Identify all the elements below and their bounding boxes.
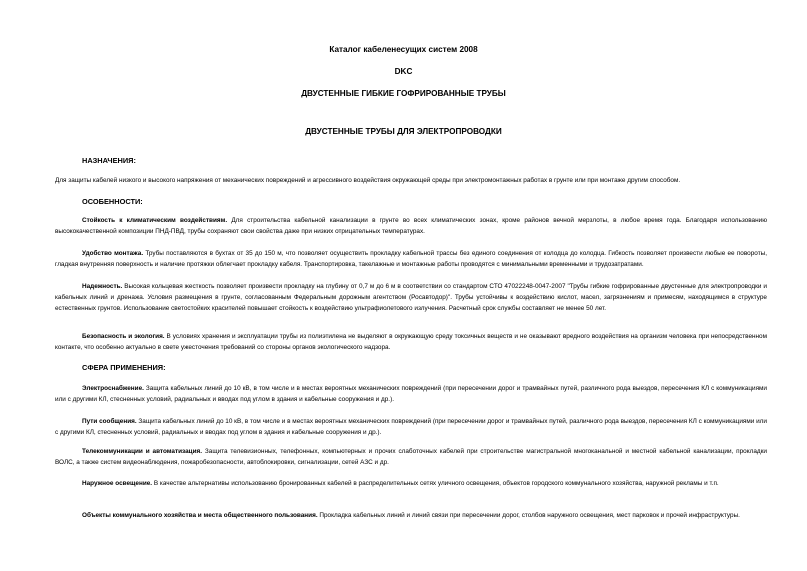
application-lead: Пути сообщения.	[82, 418, 137, 425]
application-lead: Электроснабжение.	[82, 385, 144, 392]
purpose-heading: НАЗНАЧЕНИЯ:	[82, 156, 136, 165]
application-lead: Объекты коммунального хозяйства и места общественного пользования.	[82, 512, 318, 519]
applications-heading: СФЕРА ПРИМЕНЕНИЯ:	[82, 363, 166, 372]
section-title: ДВУСТЕННЫЕ ГИБКИЕ ГОФРИРОВАННЫЕ ТРУБЫ	[301, 89, 506, 98]
feature-text: Для строительства кабельной канализации в грунте во всех климатических зонах, кроме районов вечной мерзлоты, в любое время года. Благодаря использованию высококачественной композиции ПНД-ПВД, трубы сохраняют свои свойства даже при низких отрицательных температурах.	[55, 217, 768, 235]
application-text: Защита кабельных линий до 10 кВ, в том числе и в местах вероятных механических повреждений (при пересечении дорог и трамвайных путей, различного рода выездов, пересечения КЛ с коммуникациями или с другими КЛ, стесненных условий, радиальных и вводах под углом в здания и кабельные сооружения и др.).	[55, 385, 767, 403]
feature-paragraph	[55, 331, 767, 353]
feature-lead: Безопасность и экология.	[82, 333, 165, 340]
feature-lead: Надежность.	[82, 283, 123, 290]
feature-text: Трубы поставляются в бухтах от 35 до 150 м, что позволяет осуществить прокладку кабельной трассы без единого соединения от колодца до колодца. Гибкость позволяет произвести любые ее повороты, гладкая внутренняя поверхность и наличие протяжки облегчает прокладку кабеля. Транспортировка, такелажные и монтажные работы проводятся с минимальными временными и трудозатратами.	[55, 250, 768, 268]
application-paragraph	[55, 416, 767, 438]
application-text: Защита телевизионных, телефонных, компьютерных и прочих слаботочных кабелей при строительстве магистральной многоканальной и местной кабельной канализации, прокладки ВОЛС, а также систем видеонаблюдения, пожаробезопасности, автоблокировки, сигнализации, сетей АЗС и др.	[55, 448, 767, 466]
application-lead: Наружное освещение.	[82, 480, 153, 487]
application-text: Прокладка кабельных линий и линий связи при пересечении дорог, столбов наружного освещения, мест парковок и прочей инфраструктуры.	[317, 512, 740, 519]
application-paragraph	[55, 383, 767, 405]
application-paragraph	[55, 510, 767, 521]
features-heading: ОСОБЕННОСТИ:	[82, 197, 143, 206]
application-paragraph	[55, 446, 767, 468]
feature-text: Высокая кольцевая жесткость позволяет произвести прокладку на глубину от 0,7 м до 6 м в соответствии со стандартом СТО 47022248-0047-2007 "Трубы гибкие гофрированные двустенные для электропроводки и кабельных линий и дренажа. Условия размещения в грунте, согласованным Федеральным дорожным агентством (Росавтодор)". Трубы устойчивы к воздействию кислот, масел, загрязнениям и примесям, находящимся в структуре естественных грунтов. Использование светостойких красителей повышает стойкость к воздействию ультрафиолетового излучения. Расчетный срок службы составляет не менее 50 лет.	[55, 283, 767, 312]
application-text: Защита кабельных линий до 10 кВ, в том числе и в местах вероятных механических повреждений (при пересечении дорог и трамвайных путей, различного рода выездов, пересечения КЛ с коммуникациями или с другими КЛ, стесненных условий, радиальных и вводах под углом в здания и кабельные сооружения и др.).	[55, 418, 767, 436]
application-lead: Телекоммуникации и автоматизация.	[82, 448, 203, 455]
feature-lead: Удобство монтажа.	[82, 250, 144, 257]
application-paragraph	[55, 478, 767, 489]
feature-text: В условиях хранения и эксплуатации трубы из полиэтилена не выделяют в окружающую среду токсичных веществ и не оказывают вредного воздействия на организм человека при непосредственном контакте, что особенно актуально в свете ужесточения требований со стороны органов экологического надзора.	[55, 333, 768, 351]
feature-paragraph	[55, 215, 767, 237]
catalog-title: Каталог кабеленесущих систем 2008	[329, 45, 478, 54]
feature-paragraph	[55, 248, 767, 270]
application-text: В качестве альтернативы использованию бронированных кабелей в распределительных сетях уличного освещения, объектов городского коммунального хозяйства, наружной рекламы и т.п.	[152, 480, 719, 487]
purpose-text: Для защиты кабелей низкого и высокого напряжения от механических повреждений и агрессивного воздействия окружающей среды при электромонтажных работах в грунте или при монтаже другим способом.	[55, 177, 681, 184]
feature-paragraph	[55, 281, 767, 314]
subsection-title: ДВУСТЕННЫЕ ТРУБЫ ДЛЯ ЭЛЕКТРОПРОВОДКИ	[305, 127, 502, 136]
feature-lead: Стойкость к климатическим воздействиям.	[82, 217, 228, 224]
brand-name: DKC	[394, 67, 413, 76]
